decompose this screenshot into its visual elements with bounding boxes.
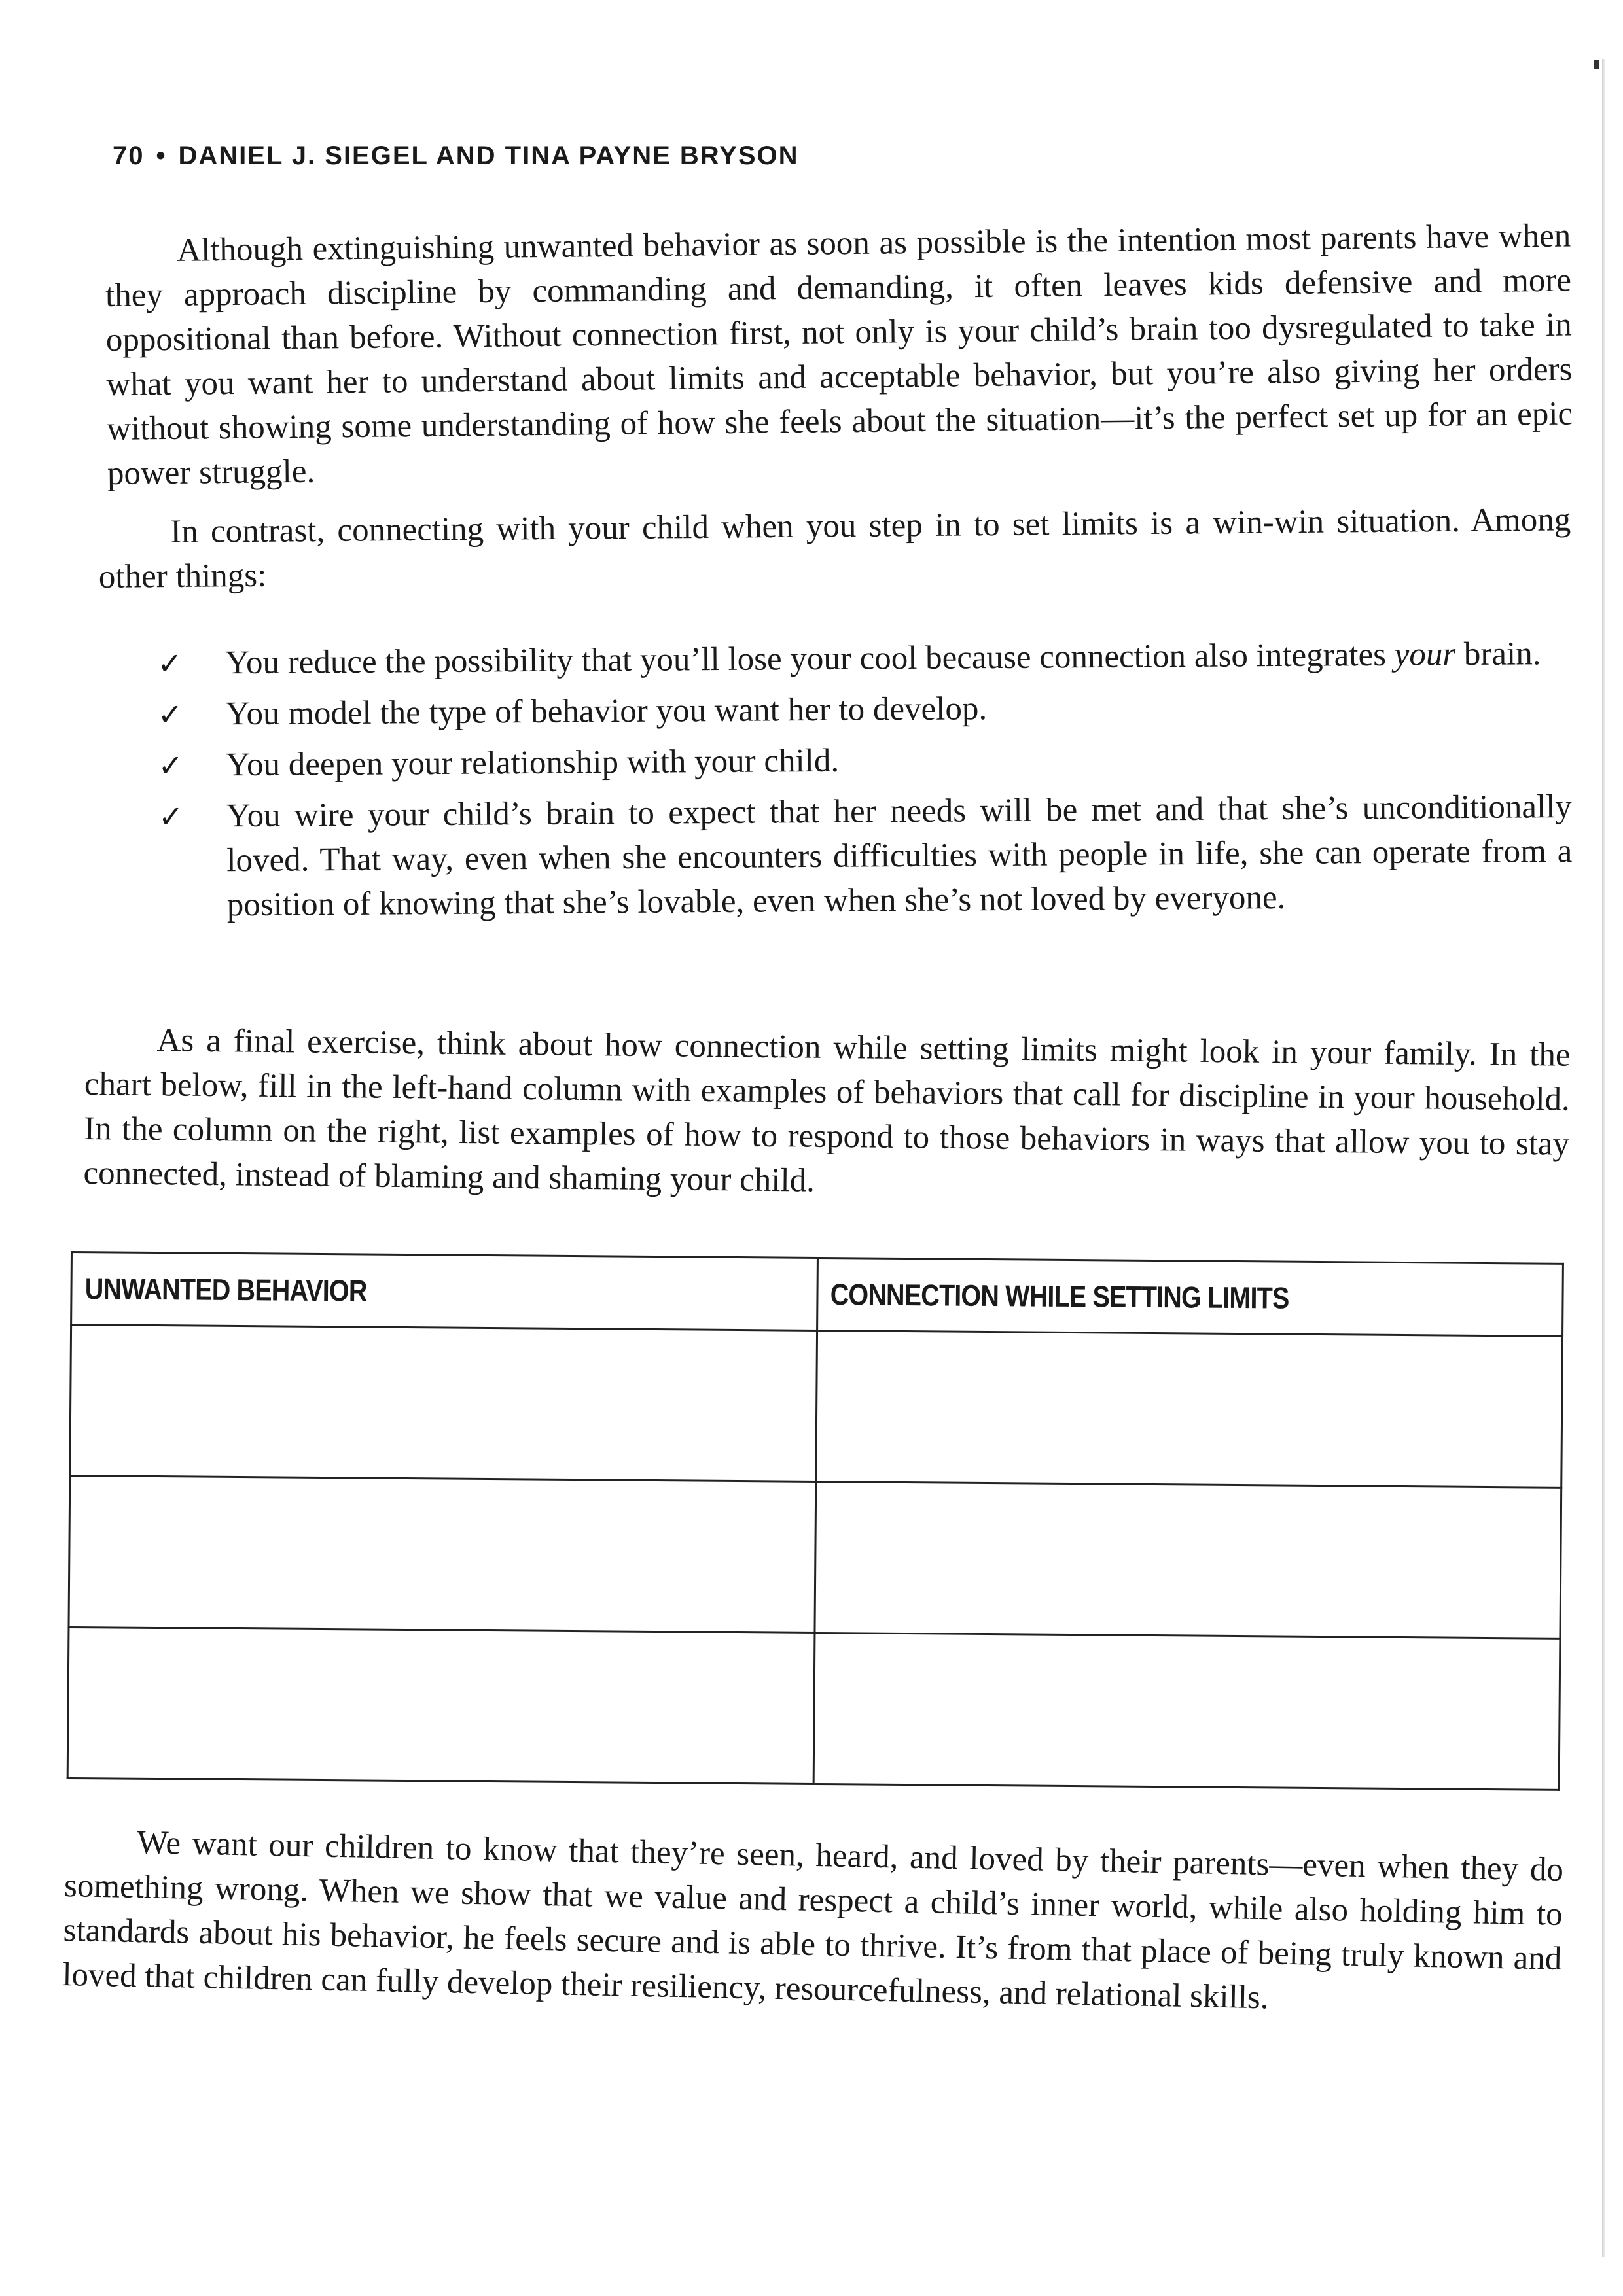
behavior-chart [67,1251,1564,1791]
blank-cell-connection[interactable] [813,1633,1560,1790]
checklist-item [158,733,1571,788]
checklist-item-emphasis: your [1394,636,1456,673]
checklist-item-text: You model the type of behavior you want her to develop. [225,690,988,733]
checklist-item-text-end: brain. [1455,635,1541,673]
running-head [113,141,799,171]
column-header-unwanted-behavior: UNWANTED BEHAVIOR [71,1252,713,1330]
checklist-item [158,682,1571,737]
checkmark-icon: ✓ [157,696,183,732]
table-row [70,1325,1563,1488]
checklist-item-text: You deepen your relationship with your child. [226,742,840,784]
table-row [69,1476,1561,1639]
blank-cell-connection[interactable] [815,1330,1562,1487]
paragraph-intro-text: Although extinguishing unwanted behavior as soon as possible is the intention most parents have when they approach discipline by commanding and demanding, it often leaves kids defensive and more oppositional than before. Without connection first, not only is your child’s brain too dysregulated to take in what you want her to understand about limits and acceptable behavior, but you’re also giving her orders without showing some understanding of how she feels about the situation—it’s the perfect set up for an epic power struggle. [105,217,1573,492]
blank-cell-unwanted-behavior[interactable] [67,1627,814,1784]
running-head-separator: • [156,141,167,170]
checkmark-icon: ✓ [158,747,184,783]
column-header-connection: CONNECTION WHILE SETTING LIMITS [817,1258,1459,1335]
checkmark-icon: ✓ [157,645,183,681]
paragraph-exercise-text: As a final exercise, think about how connection while setting limits might look in your family. In the chart below, fill in the left-hand column with examples of behaviors that call for discipline in your household. In the column on the right, list examples of how to respond to those behaviors in ways that allow you to stay connected, instead of blaming and shaming your child. [83,1022,1571,1199]
scan-corner-mark [1594,60,1599,69]
checklist-item [157,631,1571,686]
paragraph-closing [62,1819,1564,2026]
checklist-item [158,785,1573,928]
paragraph-contrast [98,497,1571,599]
blank-cell-connection[interactable] [814,1481,1561,1638]
benefits-checklist [157,631,1573,934]
checklist-item-text: You wire your child’s brain to expect that her needs will be met and that she’s unconditionally loved. That way, even when she encounters difficulties with people in life, she can operate from a position of knowing that she’s lovable, even when she’s not loved by everyone. [226,788,1573,924]
behavior-chart-table [67,1251,1564,1791]
page-number: 70 [113,141,145,170]
checkmark-icon: ✓ [158,798,184,834]
paragraph-intro [105,214,1573,496]
running-head-authors: DANIEL J. SIEGEL AND TINA PAYNE BRYSON [178,141,799,170]
checklist-item-text: You reduce the possibility that you’ll lose your cool because connection also integrates [225,636,1395,682]
blank-cell-unwanted-behavior[interactable] [70,1325,817,1482]
chart-header-row [71,1252,1563,1337]
paragraph-closing-text: We want our children to know that they’re seen, heard, and loved by their parents—even when they do something wrong. When we show that we value and respect a child’s inner world, while also holding him to standards about his behavior, he feels secure and is able to thrive. It’s from that place of being truly known and loved that children can fully develop their resiliency, resourcefulness, and relational skills. [62,1824,1564,2017]
blank-cell-unwanted-behavior[interactable] [69,1476,815,1633]
paragraph-contrast-text: In contrast, connecting with your child when you step in to set limits is a win-win situation. Among other things: [98,501,1571,595]
table-row [67,1627,1560,1790]
page-gutter-shadow [1602,59,1605,2257]
paragraph-exercise [83,1017,1571,1211]
